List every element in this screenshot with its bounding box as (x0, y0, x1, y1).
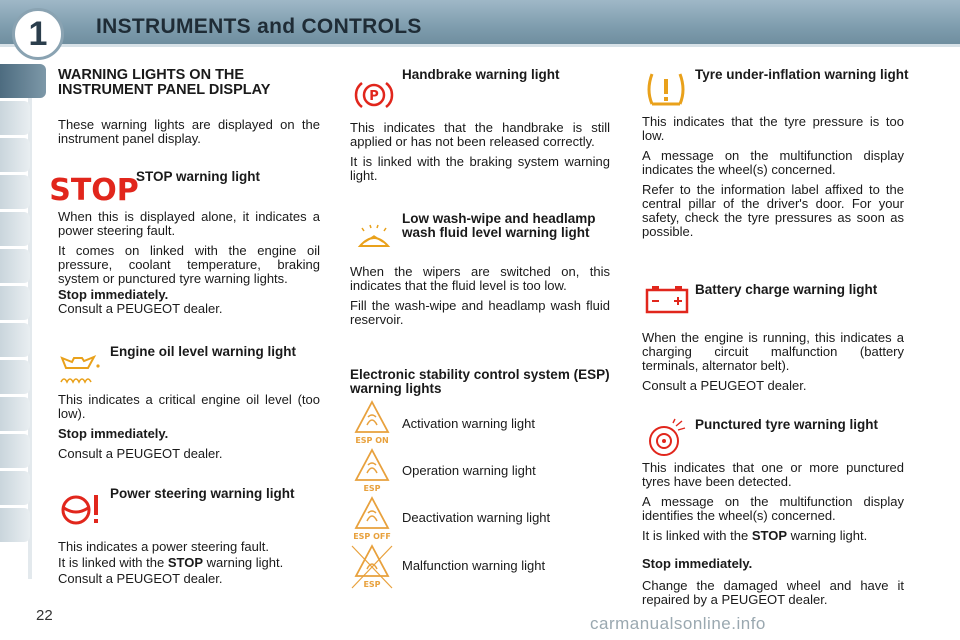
esp-deactivation-text: Deactivation warning light (402, 510, 551, 525)
stop-text-3: Consult a PEUGEOT dealer. (58, 301, 223, 316)
tyre-heading: Tyre under-inflation warning light (695, 67, 909, 82)
handbrake-text-1: This indicates that the handbrake is still applied or has not been released correctly. (350, 120, 610, 149)
steering-section (58, 540, 320, 592)
esp-operation-text: Operation warning light (402, 463, 536, 478)
stop-section (58, 210, 320, 322)
esp-off-icon (350, 496, 394, 542)
esp-activation-text: Activation warning light (402, 416, 535, 431)
tyre-text-1: This indicates that the tyre pressure is too low. (642, 114, 904, 143)
washer-fluid-icon (356, 220, 392, 252)
svg-text:ESP: ESP (363, 580, 381, 589)
tyre-section (642, 115, 904, 245)
chapter-tab-7[interactable] (0, 286, 30, 320)
svg-text:ESP ON: ESP ON (355, 436, 389, 445)
svg-text:P: P (369, 89, 379, 104)
punctured-text-3: It is linked with the STOP warning light. (642, 528, 868, 543)
punctured-stop-immediately: Stop immediately. (642, 556, 753, 571)
handbrake-section (350, 121, 610, 189)
punctured-text-2: A message on the multifunction display identifies the wheel(s) concerned. (642, 494, 904, 523)
washer-text-1: When the wipers are switched on, this indicates that the fluid level is too low. (350, 264, 610, 293)
chapter-tab-1[interactable] (0, 64, 46, 98)
chapter-tab-3[interactable] (0, 138, 30, 172)
chapter-tab-8[interactable] (0, 323, 30, 357)
battery-section (642, 331, 904, 399)
oil-section (58, 393, 320, 467)
esp-heading: Electronic stability control system (ESP) warning lights (350, 367, 610, 396)
chapter-tab-4[interactable] (0, 175, 30, 209)
washer-section (350, 265, 610, 333)
stop-warning-icon (49, 170, 139, 208)
stop-text-1: When this is displayed alone, it indicates a power steering fault. (58, 209, 320, 238)
page-number: 22 (36, 607, 53, 624)
chapter-number-badge: 1 (12, 8, 64, 60)
esp-malfunction-text: Malfunction warning light (402, 558, 546, 573)
battery-icon (644, 284, 690, 314)
chapter-tab-5[interactable] (0, 212, 30, 246)
oil-can-icon (58, 348, 102, 386)
steering-text-1: This indicates a power steering fault. (58, 539, 269, 554)
oil-heading: Engine oil level warning light (110, 344, 297, 359)
header-divider (0, 44, 960, 47)
tyre-text-2: A message on the multifunction display indicates the wheel(s) concerned. (642, 148, 904, 177)
tyre-text-3: Refer to the information label affixed to the central pillar of the driver's door. For your safety, check the tyre pressures as soon as possible. (642, 182, 904, 239)
left-column (58, 68, 320, 152)
stop-icon-text: STOP (49, 173, 139, 208)
handbrake-heading: Handbrake warning light (402, 67, 560, 82)
svg-text:ESP OFF: ESP OFF (353, 532, 391, 541)
handbrake-icon (354, 78, 394, 112)
handbrake-text-2: It is linked with the braking system warning light. (350, 154, 610, 183)
chapter-tab-2[interactable] (0, 101, 30, 135)
intro-text: These warning lights are displayed on the instrument panel display. (58, 117, 320, 146)
chapter-tab-12[interactable] (0, 471, 30, 505)
watermark: carmanualsonline.info (590, 614, 766, 633)
oil-text-1: This indicates a critical engine oil level (too low). (58, 392, 320, 421)
washer-text-2: Fill the wash-wipe and headlamp wash fluid reservoir. (350, 298, 610, 327)
punctured-tyre-icon (644, 418, 688, 458)
steering-text-3: Consult a PEUGEOT dealer. (58, 571, 223, 586)
chapter-tab-13[interactable] (0, 508, 30, 542)
steering-text-2: It is linked with the STOP warning light. (58, 555, 284, 570)
punctured-text-1: This indicates that one or more punctured tyres have been detected. (642, 460, 904, 489)
oil-stop-immediately: Stop immediately. (58, 426, 169, 441)
stop-heading: STOP warning light (136, 169, 261, 184)
chapter-tab-9[interactable] (0, 360, 30, 394)
section-title: WARNING LIGHTS ON THE INSTRUMENT PANEL DISPLAY (58, 67, 271, 98)
svg-text:ESP: ESP (363, 484, 381, 493)
oil-text-2: Consult a PEUGEOT dealer. (58, 446, 223, 461)
battery-text-1: When the engine is running, this indicates a charging circuit malfunction (battery terminals, alternator belt). (642, 330, 904, 373)
battery-heading: Battery charge warning light (695, 282, 878, 297)
chapter-tab-6[interactable] (0, 249, 30, 283)
battery-text-2: Consult a PEUGEOT dealer. (642, 378, 807, 393)
page-title: INSTRUMENTS and CONTROLS (96, 15, 422, 38)
esp-operation-icon (350, 448, 394, 494)
punctured-heading: Punctured tyre warning light (695, 417, 879, 432)
punctured-section (642, 461, 904, 613)
steering-heading: Power steering warning light (110, 486, 295, 501)
esp-malfunction-icon (350, 544, 394, 590)
tyre-pressure-icon (644, 70, 688, 110)
chapter-tabs (0, 64, 48, 545)
stop-text-2: It comes on linked with the engine oil pressure, coolant temperature, braking system or punctured tyre warning lights. (58, 243, 320, 286)
chapter-tab-10[interactable] (0, 397, 30, 431)
stop-immediately: Stop immediately. (58, 287, 169, 302)
chapter-tab-11[interactable] (0, 434, 30, 468)
steering-wheel-icon (58, 490, 102, 530)
punctured-text-4: Change the damaged wheel and have it repaired by a PEUGEOT dealer. (642, 578, 904, 607)
washer-heading: Low wash-wipe and headlamp wash fluid level warning light (402, 211, 596, 240)
esp-on-icon (350, 400, 394, 446)
